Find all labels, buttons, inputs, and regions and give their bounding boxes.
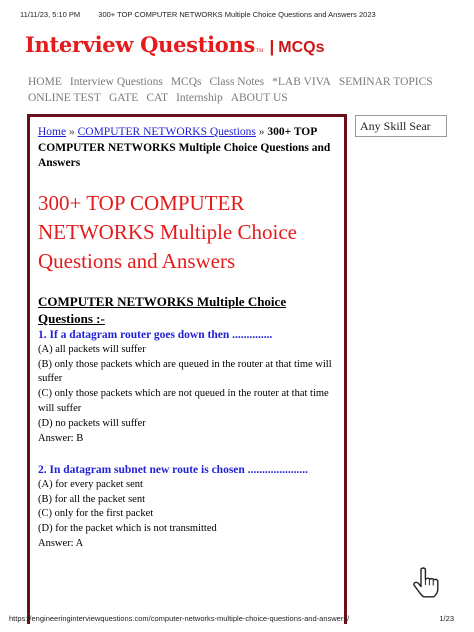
- question-text: 2. In datagram subnet new route is chosen .....................: [38, 464, 309, 476]
- skill-search-input[interactable]: Any Skill Sear: [355, 115, 447, 137]
- nav-item-interview-questions[interactable]: Interview Questions: [69, 76, 163, 88]
- answer-option: (D) for the packet which is not transmitted: [38, 523, 217, 535]
- nav-item-online-test[interactable]: ONLINE TEST: [28, 92, 101, 104]
- print-url: https://engineeringinterviewquestions.com/computer-networks-multiple-choice-questions-and-answers/: [9, 614, 350, 623]
- answer-option: (D) no packets will suffer: [38, 417, 146, 429]
- breadcrumb-separator: »: [258, 126, 265, 138]
- answer-option: (A) all packets will suffer: [38, 343, 146, 355]
- section-heading: COMPUTER NETWORKS Multiple Choice Questions :-: [38, 294, 287, 326]
- nav-item-class-notes[interactable]: Class Notes: [209, 76, 265, 88]
- question-item: [38, 328, 342, 446]
- nav-item-about-us[interactable]: ABOUT US: [230, 92, 288, 104]
- nav-row-2: [28, 90, 428, 106]
- breadcrumb-separator: »: [68, 126, 75, 138]
- nav-item-internship[interactable]: Internship: [176, 92, 223, 104]
- breadcrumb-current: 300+ TOP COMPUTER NETWORKS Multiple Choice Questions and Answers: [38, 126, 331, 169]
- answer-option: (C) only those packets which are not queued in the router at that time will suffer: [38, 388, 329, 414]
- hand-pointer-icon: [410, 566, 442, 600]
- page-title: 300+ TOP COMPUTER NETWORKS Multiple Choice Questions and Answers: [38, 191, 297, 273]
- answer-option: (A) for every packet sent: [38, 478, 143, 490]
- nav-item-cat[interactable]: CAT: [146, 92, 169, 104]
- answer-option: (B) for all the packet sent: [38, 493, 145, 505]
- nav-item-mcqs[interactable]: MCQs: [170, 76, 202, 88]
- answer-option: (C) only for the first packet: [38, 508, 154, 520]
- print-footer: [0, 614, 474, 626]
- print-doc-title: 300+ TOP COMPUTER NETWORKS Multiple Choice Questions and Answers 2023: [98, 10, 376, 19]
- correct-answer: Answer: B: [38, 432, 84, 444]
- answer-option: (B) only those packets which are queued in the router at that time will suffer: [38, 358, 332, 385]
- breadcrumb-category-link[interactable]: COMPUTER NETWORKS Questions: [77, 126, 256, 138]
- logo-trademark: TM: [255, 49, 264, 54]
- nav-item-seminar-topics[interactable]: SEMINAR TOPICS: [338, 76, 433, 88]
- print-datetime: 11/11/23, 5:10 PM: [20, 10, 81, 19]
- breadcrumb: [38, 125, 338, 172]
- site-logo[interactable]: [25, 32, 324, 57]
- nav-row-1: [28, 74, 433, 90]
- question-item: [38, 463, 342, 552]
- nav-item-home[interactable]: HOME: [28, 76, 62, 88]
- print-page-number: 1/23: [439, 614, 454, 623]
- breadcrumb-home-link[interactable]: Home: [38, 126, 67, 138]
- main-nav: [28, 74, 433, 106]
- logo-subtitle: MCQs: [278, 39, 325, 56]
- question-text: 1. If a datagram router goes down then ..............: [38, 329, 273, 341]
- article-panel: [27, 114, 347, 624]
- nav-item-lab-viva[interactable]: *LAB VIVA: [272, 76, 331, 88]
- logo-text: Interview Questions: [25, 32, 255, 57]
- print-header: [0, 10, 474, 22]
- nav-item-gate[interactable]: GATE: [108, 92, 139, 104]
- correct-answer: Answer: A: [38, 537, 84, 549]
- logo-separator: |: [269, 37, 275, 56]
